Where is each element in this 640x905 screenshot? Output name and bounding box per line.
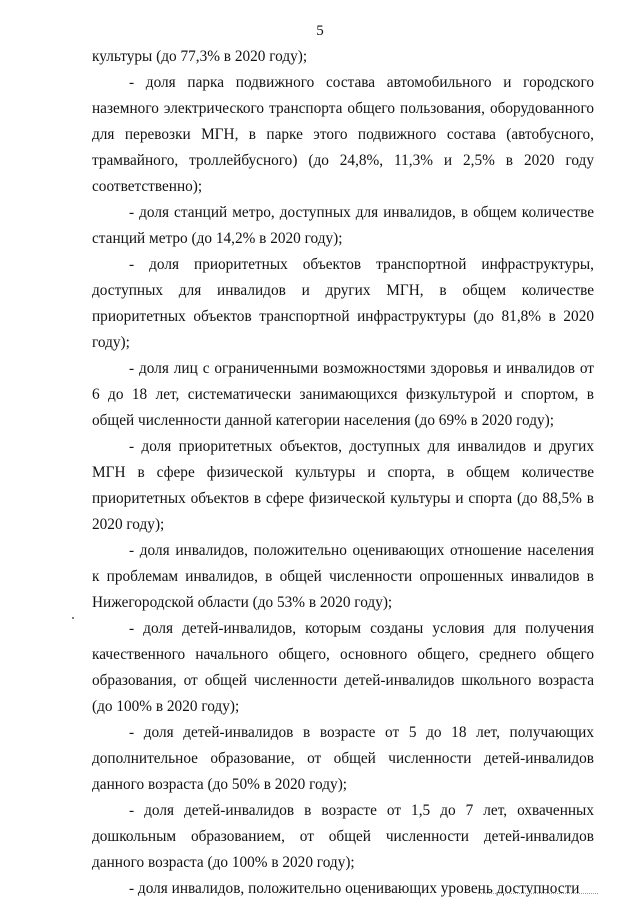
paragraph-sport-objects: - доля приоритетных объектов, доступных для инвалидов и других МГН в сфере физической культуры и спорта, в общем количестве приоритетных объектов в сфере физической культуры и спорта (до 88,5% в 2020 году); xyxy=(92,438,594,533)
paragraph-transport-infrastructure: - доля приоритетных объектов транспортной инфраструктуры, доступных для инвалидов и других МГН, в общем количестве приоритетных объектов транспортной инфраструктуры (до 81,8% в 2020 году); xyxy=(92,256,594,351)
paragraph-metro-stations: - доля станций метро, доступных для инвалидов, в общем количестве станций метро (до 14,2% в 2020 году); xyxy=(92,204,594,247)
scan-artifact-dots xyxy=(478,893,598,895)
paragraph-sport-participation: - доля лиц с ограниченными возможностями здоровья и инвалидов от 6 до 18 лет, систематически занимающихся физкультурой и спортом, в общей численности данной категории населения (до 69% в 2020 году); xyxy=(92,360,594,429)
paragraph-public-attitude: - доля инвалидов, положительно оценивающих отношение населения к проблемам инвалидов, в общей численности опрошенных инвалидов в Нижегородской области (до 53% в 2020 году); xyxy=(92,542,594,611)
paragraph-preschool-education: - доля детей-инвалидов в возрасте от 1,5 до 7 лет, охваченных дошкольным образованием, от общей численности детей-инвалидов данного возраста (до 100% в 2020 году); xyxy=(92,802,594,871)
paragraph-additional-education: - доля детей-инвалидов в возрасте от 5 до 18 лет, получающих дополнительное образование, от общей численности детей-инвалидов данного возраста (до 50% в 2020 году); xyxy=(92,724,594,793)
paragraph-school-education: - доля детей-инвалидов, которым созданы условия для получения качественного начального общего, основного общего, среднего общего образования, от общей численности детей-инвалидов школьного возраста (до 100% в 2020 году); xyxy=(92,620,594,715)
document-body xyxy=(92,44,594,902)
page-number: 5 xyxy=(316,23,324,39)
scan-speck xyxy=(72,617,74,619)
paragraph-continuation: культуры (до 77,3% в 2020 году); xyxy=(92,48,308,65)
paragraph-transport-fleet: - доля парка подвижного состава автомобильного и городского наземного электрического транспорта общего пользования, оборудованного для перевозки МГН, в парке этого подвижного состава (автобусного, трамвайного, троллейбусного) (до 24,8%, 11,3% и 2,5% в 2020 году соответственно); xyxy=(92,74,594,195)
paragraph-accessibility-rating: - доля инвалидов, положительно оценивающих уровень доступности xyxy=(129,880,580,897)
